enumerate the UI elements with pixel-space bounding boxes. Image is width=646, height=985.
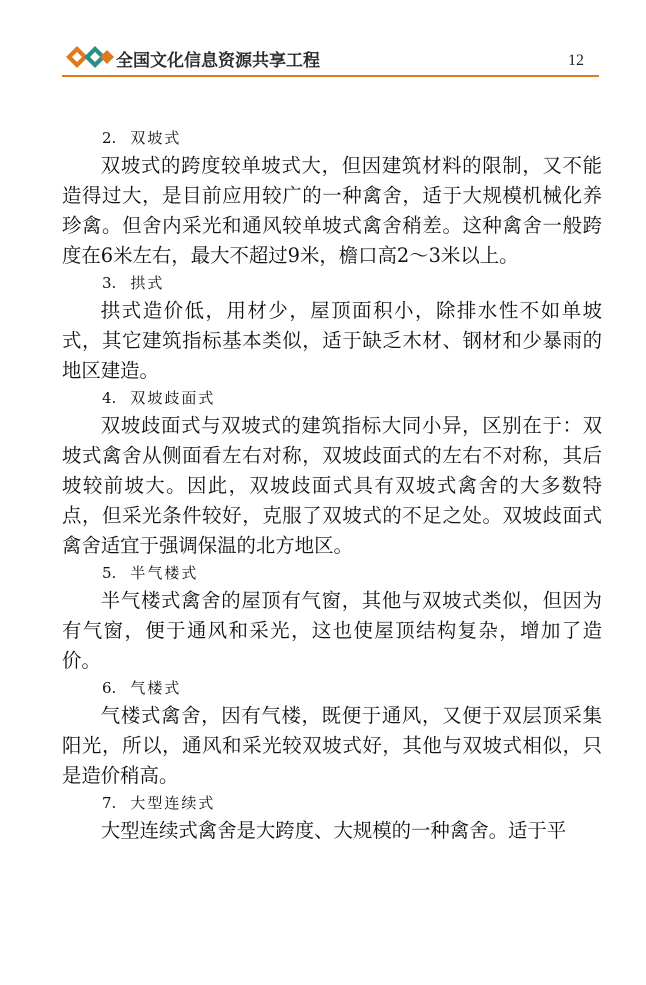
header-divider — [62, 75, 599, 77]
section-paragraph: 大型连续式禽舍是大跨度、大规模的一种禽舍。适于平 — [100, 819, 567, 842]
section-arch — [62, 271, 602, 386]
section-title: 大型连续式 — [130, 794, 216, 812]
section-title: 气楼式 — [130, 679, 182, 697]
section-title: 双坡式 — [130, 129, 182, 147]
section-monitor — [62, 676, 602, 791]
page-header — [0, 0, 646, 80]
section-heading — [62, 676, 602, 701]
document-body — [62, 126, 602, 846]
section-paragraph: 拱式造价低，用材少，屋顶面积小，除排水性不如单坡式，其它建筑指标基本类似，适于缺乏木材、钢材和少暴雨的地区建造。 — [62, 299, 602, 382]
section-title: 半气楼式 — [130, 564, 199, 582]
section-heading — [62, 386, 602, 411]
section-paragraph: 气楼式禽舍，因有气楼，既便于通风，又便于双层顶采集阳光，所以，通风和采光较双坡式好，其他与双坡式相似，只是造价稍高。 — [62, 704, 602, 787]
section-number: 7. — [102, 794, 117, 812]
section-number: 5. — [102, 564, 117, 582]
section-title: 拱式 — [130, 274, 165, 292]
section-paragraph: 双坡式的跨度较单坡式大，但因建筑材料的限制，又不能造得过大，是目前应用较广的一种禽舍，适于大规模机械化养珍禽。但舍内采光和通风较单坡式禽舍稍差。这种禽舍一般跨度在6米左右，最大不超过9米，檐口高2～3米以上。 — [62, 154, 602, 267]
section-heading — [62, 791, 602, 816]
diamond-logo-icon — [62, 42, 114, 72]
header-title: 全国文化信息资源共享工程 — [116, 51, 320, 71]
section-half-monitor — [62, 561, 602, 676]
section-title: 双坡歧面式 — [130, 389, 216, 407]
section-paragraph: 半气楼式禽舍的屋顶有气窗，其他与双坡式类似，但因为有气窗，便于通风和采光，这也使屋顶结构复杂，增加了造价。 — [62, 589, 602, 672]
section-number: 4. — [102, 389, 117, 407]
section-heading — [62, 561, 602, 586]
section-heading — [62, 126, 602, 151]
section-number: 6. — [102, 679, 117, 697]
section-asymmetric-double-slope — [62, 386, 602, 561]
page-number: 12 — [568, 52, 584, 69]
section-number: 3. — [102, 274, 117, 292]
section-number: 2. — [102, 129, 117, 147]
section-heading — [62, 271, 602, 296]
section-large-continuous — [62, 791, 602, 846]
section-paragraph: 双坡歧面式与双坡式的建筑指标大同小异，区别在于：双坡式禽舍从侧面看左右对称，双坡歧面式的左右不对称，其后坡较前坡大。因此，双坡歧面式具有双坡式禽舍的大多数特点，但采光条件较好，克服了双坡式的不足之处。双坡歧面式禽舍适宜于强调保温的北方地区。 — [62, 414, 602, 557]
section-double-slope — [62, 126, 602, 271]
